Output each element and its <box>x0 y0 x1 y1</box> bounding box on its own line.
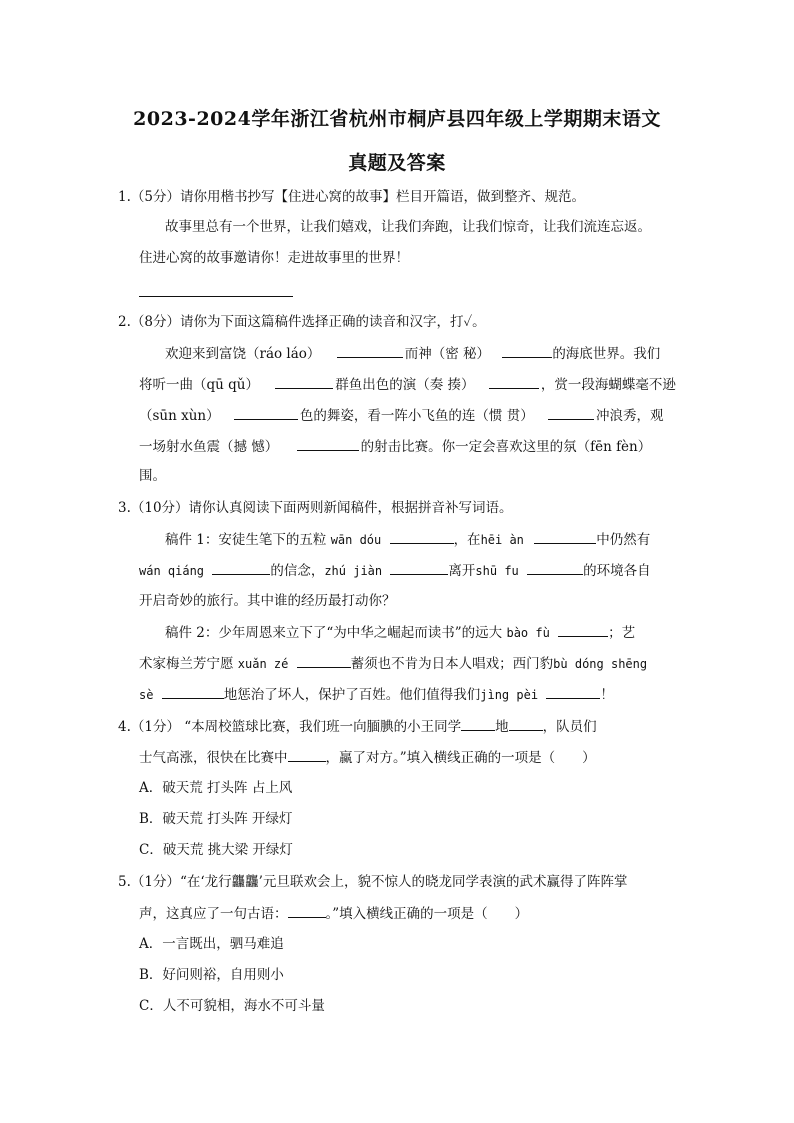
pinyin-budongsheng: bù dóng shēng <box>553 657 648 671</box>
q5-stem-line-1: 5.（1分）“在‘龙行龘龘’元旦联欢会上，貌不惊人的晓龙同学表演的武术赢得了阵阵掌 <box>118 874 628 890</box>
q2-line-4 <box>139 436 651 457</box>
q3-g1-text-c: 中仍然有 <box>596 532 651 548</box>
q2-line-3-part-a: （sūn xùn） <box>139 408 220 424</box>
q5-option-b[interactable]: B．好问则裕，自用则小 <box>139 967 284 983</box>
q4-stem-line-1 <box>118 716 597 737</box>
q3-article-1-line-3: 开启奇妙的旅行。其中谁的经历最打动你？ <box>139 593 396 609</box>
page-title-line-1: 2023-2024学年浙江省杭州市桐庐县四年级上学期期末语文 <box>133 108 661 130</box>
pinyin-baofu: bào fù <box>506 626 550 640</box>
q4-stem2-a: 士气高涨，很快在比赛中 <box>139 750 288 766</box>
pinyin-shufu: shū fu <box>475 564 519 578</box>
q5-stem2-a: 声，这真应了一句古语： <box>139 906 288 922</box>
q3-g2-text-a: 的信念， <box>270 563 325 579</box>
q2-line-5: 围。 <box>139 468 166 484</box>
q3-article-1-line-1 <box>165 529 650 550</box>
q3-blank-1[interactable] <box>390 529 454 544</box>
q2-line-1-part-a: 欢迎来到富饶（ráo láo） <box>165 346 321 362</box>
pinyin-wanqiang: wán qiáng <box>139 564 205 578</box>
q2-line-1 <box>165 343 660 364</box>
q4-stem2-b: ，赢了对方。”填入横线正确的一项是（ ） <box>325 750 596 766</box>
q2-line-1-part-c: 的海底世界。我们 <box>552 346 661 362</box>
q3-h3-text-b: ！ <box>600 687 614 703</box>
q4-stem-a: 4.（1分） “本周校篮球比赛，我们班一向腼腆的小王同学 <box>118 719 462 735</box>
q1-answer-line[interactable] <box>139 296 293 297</box>
q2-line-1-part-b: 而神（密 秘） <box>404 346 491 362</box>
q3-g1-text-b: ，在 <box>453 532 481 548</box>
q2-blank-4[interactable] <box>489 374 539 389</box>
q2-line-2 <box>139 374 676 395</box>
q2-blank-5[interactable] <box>234 405 298 420</box>
q3-blank-7[interactable] <box>297 653 351 668</box>
q2-line-3-part-c: 冲浪秀，观 <box>596 408 664 424</box>
q2-line-4-part-b: 的射击比赛。你一定会喜欢这里的氛（fēn fèn） <box>360 439 652 455</box>
q3-stem: 3.（10分）请你认真阅读下面两则新闻稿件，根据拼音补写词语。 <box>118 500 513 516</box>
q4-stem-b: 地 <box>495 719 509 735</box>
q4-blank-2[interactable] <box>509 716 543 731</box>
q2-line-3-part-b: 色的舞姿，看一阵小飞鱼的连（惯 贯） <box>299 408 534 424</box>
q2-blank-2[interactable] <box>502 343 552 358</box>
q5-option-c[interactable]: C．人不可貌相，海水不可斗量 <box>139 998 325 1014</box>
q3-article-2-line-1 <box>165 622 635 643</box>
pinyin-se: sè <box>139 688 154 702</box>
q3-blank-8[interactable] <box>162 684 224 699</box>
q3-blank-4[interactable] <box>390 560 448 575</box>
q2-stem: 2.（8分）请你为下面这篇稿件选择正确的读音和汉字，打✓。 <box>118 314 486 330</box>
q4-option-a[interactable]: A．破天荒 打头阵 占上风 <box>139 780 293 796</box>
q3-article-2-line-3 <box>139 684 614 705</box>
pinyin-jingpei: jìng pèi <box>480 688 539 702</box>
q3-blank-9[interactable] <box>546 684 600 699</box>
q2-line-3 <box>139 405 664 426</box>
q3-article-1-line-2 <box>139 560 651 581</box>
q3-blank-5[interactable] <box>527 560 583 575</box>
q4-blank-1[interactable] <box>461 716 495 731</box>
q5-stem-line-2 <box>139 903 528 924</box>
q1-paragraph-2: 住进心窝的故事邀请你！走进故事里的世界！ <box>139 250 409 266</box>
q3-h2-text-b: 蓄须也不肯为日本人唱戏；西门豹 <box>350 656 554 672</box>
q2-line-2-part-b: 群鱼出色的演（奏 揍） <box>335 377 475 393</box>
pinyin-heian: hēi àn <box>480 533 524 547</box>
q5-blank[interactable] <box>288 903 326 918</box>
pinyin-zhujian: zhú jiàn <box>324 564 383 578</box>
q5-option-a[interactable]: A．一言既出，驷马难追 <box>139 936 284 952</box>
q2-blank-1[interactable] <box>337 343 403 358</box>
pinyin-wandou: wān dóu <box>330 533 382 547</box>
q1-paragraph-1: 故事里总有一个世界，让我们嬉戏，让我们奔跑，让我们惊奇，让我们流连忘返。 <box>165 219 651 235</box>
q3-article-2-line-2 <box>139 653 647 674</box>
q4-stem-line-2 <box>139 747 596 768</box>
q3-h1-text-a: 稿件 2：少年周恩来立下了“为中华之崛起而读书”的远大 <box>165 625 503 641</box>
q5-stem2-b: 。”填入横线正确的一项是（ ） <box>325 906 529 922</box>
q2-blank-7[interactable] <box>297 436 359 451</box>
q2-blank-3[interactable] <box>275 374 333 389</box>
q3-blank-3[interactable] <box>212 560 270 575</box>
q1-stem: 1.（5分）请你用楷书抄写【住进心窝的故事】栏目开篇语，做到整齐、规范。 <box>118 189 585 205</box>
q3-h2-text-a: 术家梅兰芳宁愿 <box>139 656 234 672</box>
q2-blank-6[interactable] <box>548 405 594 420</box>
pinyin-xuanze: xuǎn zé <box>237 657 289 671</box>
q2-line-2-part-a: 将听一曲（qū qǔ） <box>139 377 259 393</box>
q4-stem-c: ，队员们 <box>542 719 597 735</box>
q4-blank-3[interactable] <box>288 747 326 762</box>
q4-option-c[interactable]: C．破天荒 挑大梁 开绿灯 <box>139 842 293 858</box>
q2-line-2-part-c: ，赏一段海蝴蝶毫不逊 <box>540 377 676 393</box>
q4-option-b[interactable]: B．破天荒 打头阵 开绿灯 <box>139 811 293 827</box>
q3-g2-text-b: 离开 <box>448 563 476 579</box>
q3-h3-text-a: 地惩治了坏人，保护了百姓。他们值得我们 <box>223 687 481 703</box>
q3-g2-text-c: 的环境各自 <box>583 563 651 579</box>
q2-line-4-part-a: 一场射水鱼震（撼 憾） <box>139 439 279 455</box>
page-title-line-2: 真题及答案 <box>348 152 446 174</box>
q3-g1-text-a: 稿件 1：安徒生笔下的五粒 <box>165 532 327 548</box>
q3-blank-2[interactable] <box>534 529 596 544</box>
q3-blank-6[interactable] <box>558 622 608 637</box>
q3-h1-text-b: ；艺 <box>608 625 636 641</box>
